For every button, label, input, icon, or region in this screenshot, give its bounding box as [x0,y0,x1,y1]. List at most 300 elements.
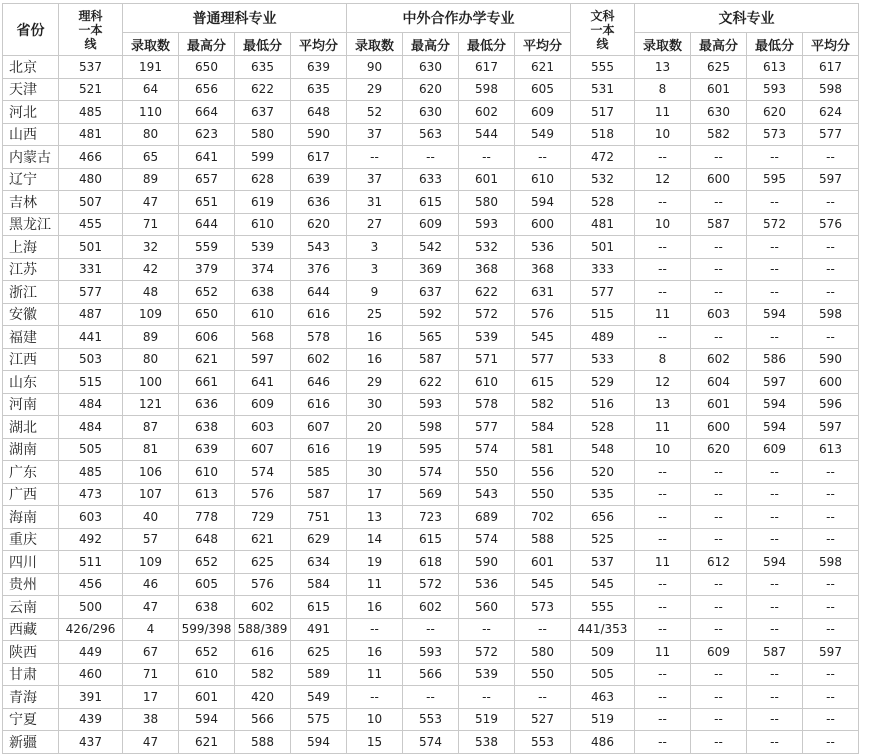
header-sub-avg: 平均分 [515,33,571,56]
value-cell: 472 [571,146,635,169]
admission-score-table [2,3,859,754]
value-cell: 549 [515,123,571,146]
header-sub-count: 录取数 [347,33,403,56]
value-cell: 595 [403,438,459,461]
value-cell: 37 [347,123,403,146]
value-cell: 52 [347,101,403,124]
value-cell: 651 [179,191,235,214]
value-cell: -- [691,506,747,529]
value-cell: 539 [459,663,515,686]
value-cell: -- [747,326,803,349]
value-cell: 539 [459,326,515,349]
value-cell: 597 [747,371,803,394]
value-cell: 609 [747,438,803,461]
value-cell: -- [747,146,803,169]
table-body [3,56,859,754]
value-cell: 622 [459,281,515,304]
value-cell: 644 [179,213,235,236]
value-cell: 575 [291,708,347,731]
table-row [3,573,859,596]
value-cell: 48 [123,281,179,304]
value-cell: 529 [571,371,635,394]
table-row [3,236,859,259]
value-cell: -- [747,506,803,529]
value-cell: 657 [179,168,235,191]
value-cell: -- [747,236,803,259]
value-cell: 519 [571,708,635,731]
value-cell: 580 [235,123,291,146]
value-cell: 622 [403,371,459,394]
value-cell: 11 [635,551,691,574]
value-cell: 537 [59,56,123,79]
value-cell: 29 [347,78,403,101]
value-cell: 106 [123,461,179,484]
value-cell: 578 [291,326,347,349]
value-cell: 601 [691,78,747,101]
value-cell: 638 [179,416,235,439]
value-cell: 17 [347,483,403,506]
value-cell: 650 [179,303,235,326]
province-cell: 河北 [3,101,59,124]
table-row [3,641,859,664]
value-cell: 9 [347,281,403,304]
value-cell: 441/353 [571,618,635,641]
value-cell: -- [747,618,803,641]
value-cell: -- [803,596,859,619]
value-cell: 11 [635,101,691,124]
value-cell: 578 [459,393,515,416]
value-cell: -- [691,573,747,596]
value-cell: -- [691,686,747,709]
value-cell: 485 [59,461,123,484]
value-cell: 616 [235,641,291,664]
value-cell: 610 [235,303,291,326]
value-cell: -- [747,461,803,484]
value-cell: 574 [403,731,459,754]
value-cell: -- [635,461,691,484]
value-cell: 610 [459,371,515,394]
value-cell: 420 [235,686,291,709]
value-cell: -- [803,573,859,596]
value-cell: 191 [123,56,179,79]
value-cell: 57 [123,528,179,551]
value-cell: 486 [571,731,635,754]
value-cell: 574 [403,461,459,484]
value-cell: 16 [347,348,403,371]
table-row [3,596,859,619]
value-cell: 613 [803,438,859,461]
value-cell: 600 [691,168,747,191]
value-cell: -- [691,258,747,281]
value-cell: -- [803,686,859,709]
value-cell: 572 [747,213,803,236]
value-cell: 12 [635,371,691,394]
header-sub-avg: 平均分 [291,33,347,56]
value-cell: 639 [291,56,347,79]
value-cell: 610 [235,213,291,236]
value-cell: 621 [515,56,571,79]
value-cell: 592 [403,303,459,326]
table-row [3,371,859,394]
province-cell: 广东 [3,461,59,484]
value-cell: 648 [291,101,347,124]
value-cell: 8 [635,348,691,371]
value-cell: 531 [571,78,635,101]
table-row [3,101,859,124]
province-cell: 山西 [3,123,59,146]
value-cell: 481 [59,123,123,146]
value-cell: 67 [123,641,179,664]
value-cell: 553 [515,731,571,754]
value-cell: 637 [403,281,459,304]
table-row [3,78,859,101]
value-cell: 638 [235,281,291,304]
table-row [3,708,859,731]
value-cell: 644 [291,281,347,304]
value-cell: 501 [571,236,635,259]
value-cell: -- [803,236,859,259]
value-cell: 620 [403,78,459,101]
value-cell: 473 [59,483,123,506]
table-row [3,731,859,754]
value-cell: 630 [691,101,747,124]
header-group-coop: 中外合作办学专业 [347,4,571,33]
value-cell: -- [803,618,859,641]
value-cell: 597 [803,416,859,439]
value-cell: 633 [403,168,459,191]
value-cell: 16 [347,326,403,349]
value-cell: 3 [347,258,403,281]
province-cell: 甘肃 [3,663,59,686]
province-cell: 北京 [3,56,59,79]
value-cell: 333 [571,258,635,281]
value-cell: 574 [459,528,515,551]
value-cell: 587 [691,213,747,236]
table-row [3,483,859,506]
value-cell: 652 [179,641,235,664]
value-cell: 689 [459,506,515,529]
value-cell: -- [635,326,691,349]
value-cell: 639 [179,438,235,461]
value-cell: -- [635,506,691,529]
value-cell: 604 [691,371,747,394]
value-cell: 573 [747,123,803,146]
value-cell: 30 [347,393,403,416]
value-cell: -- [635,258,691,281]
value-cell: 509 [571,641,635,664]
value-cell: -- [691,663,747,686]
value-cell: -- [747,258,803,281]
value-cell: 594 [747,393,803,416]
value-cell: 10 [635,438,691,461]
value-cell: -- [747,708,803,731]
value-cell: 629 [291,528,347,551]
value-cell: 621 [179,348,235,371]
value-cell: 584 [291,573,347,596]
value-cell: 566 [403,663,459,686]
province-cell: 内蒙古 [3,146,59,169]
province-cell: 青海 [3,686,59,709]
header-arts-line-text: 文科一本线 [590,8,615,51]
value-cell: -- [803,146,859,169]
value-cell: -- [691,236,747,259]
value-cell: 572 [403,573,459,596]
value-cell: 638 [179,596,235,619]
value-cell: 599 [235,146,291,169]
value-cell: 456 [59,573,123,596]
value-cell: 19 [347,438,403,461]
header-sci-line-text: 理科一本线 [78,8,103,51]
value-cell: 588 [235,731,291,754]
province-cell: 江苏 [3,258,59,281]
province-cell: 山东 [3,371,59,394]
value-cell: 47 [123,731,179,754]
value-cell: 485 [59,101,123,124]
value-cell: 588 [515,528,571,551]
value-cell: 555 [571,596,635,619]
value-cell: 620 [291,213,347,236]
value-cell: 379 [179,258,235,281]
value-cell: 521 [59,78,123,101]
value-cell: -- [347,618,403,641]
value-cell: 437 [59,731,123,754]
value-cell: 491 [291,618,347,641]
value-cell: 621 [235,528,291,551]
value-cell: 16 [347,596,403,619]
value-cell: -- [691,146,747,169]
value-cell: 532 [459,236,515,259]
value-cell: 528 [571,191,635,214]
value-cell: -- [515,618,571,641]
value-cell: 602 [403,596,459,619]
value-cell: 568 [235,326,291,349]
table-row [3,258,859,281]
value-cell: 539 [235,236,291,259]
value-cell: 625 [291,641,347,664]
value-cell: -- [459,618,515,641]
province-cell: 浙江 [3,281,59,304]
value-cell: 501 [59,236,123,259]
value-cell: 607 [235,438,291,461]
header-row-groups [3,4,859,33]
value-cell: 65 [123,146,179,169]
value-cell: 723 [403,506,459,529]
value-cell: 81 [123,438,179,461]
value-cell: 543 [291,236,347,259]
value-cell: 618 [403,551,459,574]
header-sci-line [59,4,123,56]
value-cell: 507 [59,191,123,214]
value-cell: 11 [635,303,691,326]
value-cell: 500 [59,596,123,619]
value-cell: 487 [59,303,123,326]
value-cell: -- [803,708,859,731]
value-cell: -- [403,686,459,709]
value-cell: 10 [347,708,403,731]
value-cell: 563 [403,123,459,146]
value-cell: 511 [59,551,123,574]
value-cell: 594 [747,551,803,574]
value-cell: 13 [347,506,403,529]
value-cell: 572 [459,303,515,326]
value-cell: 616 [291,393,347,416]
value-cell: 641 [235,371,291,394]
value-cell: 368 [459,258,515,281]
value-cell: 617 [803,56,859,79]
value-cell: 620 [691,438,747,461]
table-row [3,416,859,439]
value-cell: 8 [635,78,691,101]
value-cell: 630 [403,101,459,124]
value-cell: -- [747,191,803,214]
value-cell: -- [403,146,459,169]
province-cell: 重庆 [3,528,59,551]
value-cell: 616 [291,303,347,326]
value-cell: 595 [747,168,803,191]
value-cell: 505 [59,438,123,461]
header-sub-max: 最高分 [403,33,459,56]
value-cell: 631 [515,281,571,304]
value-cell: 555 [571,56,635,79]
value-cell: 593 [403,641,459,664]
value-cell: -- [635,618,691,641]
value-cell: 545 [515,326,571,349]
table-row [3,663,859,686]
value-cell: 612 [691,551,747,574]
value-cell: 110 [123,101,179,124]
province-cell: 贵州 [3,573,59,596]
value-cell: 624 [803,101,859,124]
value-cell: 605 [515,78,571,101]
value-cell: 615 [291,596,347,619]
value-cell: 545 [515,573,571,596]
value-cell: 376 [291,258,347,281]
value-cell: 515 [59,371,123,394]
value-cell: 601 [691,393,747,416]
value-cell: -- [635,708,691,731]
value-cell: 550 [515,483,571,506]
value-cell: 580 [459,191,515,214]
value-cell: 605 [179,573,235,596]
province-cell: 宁夏 [3,708,59,731]
table-row [3,123,859,146]
value-cell: -- [803,326,859,349]
value-cell: 593 [747,78,803,101]
value-cell: 576 [515,303,571,326]
table-row [3,618,859,641]
value-cell: 426/296 [59,618,123,641]
value-cell: 25 [347,303,403,326]
value-cell: 64 [123,78,179,101]
value-cell: 620 [747,101,803,124]
value-cell: 615 [403,528,459,551]
value-cell: 598 [803,551,859,574]
table-row [3,281,859,304]
value-cell: 46 [123,573,179,596]
province-cell: 云南 [3,596,59,619]
value-cell: 613 [179,483,235,506]
value-cell: 610 [179,461,235,484]
value-cell: 656 [571,506,635,529]
value-cell: 71 [123,213,179,236]
value-cell: 4 [123,618,179,641]
value-cell: 545 [571,573,635,596]
value-cell: -- [803,528,859,551]
value-cell: 593 [459,213,515,236]
value-cell: 11 [347,573,403,596]
value-cell: 582 [691,123,747,146]
value-cell: 107 [123,483,179,506]
value-cell: 40 [123,506,179,529]
value-cell: 15 [347,731,403,754]
value-cell: 581 [515,438,571,461]
value-cell: 11 [635,641,691,664]
value-cell: 648 [179,528,235,551]
value-cell: 622 [235,78,291,101]
value-cell: 121 [123,393,179,416]
value-cell: 90 [347,56,403,79]
value-cell: -- [747,281,803,304]
value-cell: 574 [235,461,291,484]
value-cell: -- [803,506,859,529]
value-cell: 576 [235,573,291,596]
value-cell: 484 [59,416,123,439]
value-cell: 600 [515,213,571,236]
table-row [3,461,859,484]
value-cell: 664 [179,101,235,124]
value-cell: 13 [635,393,691,416]
table-row [3,551,859,574]
value-cell: 607 [291,416,347,439]
value-cell: 536 [515,236,571,259]
value-cell: 538 [459,731,515,754]
value-cell: 577 [515,348,571,371]
value-cell: 14 [347,528,403,551]
value-cell: 518 [571,123,635,146]
value-cell: 460 [59,663,123,686]
value-cell: 594 [515,191,571,214]
province-cell: 新疆 [3,731,59,754]
header-sub-count: 录取数 [123,33,179,56]
value-cell: 609 [403,213,459,236]
value-cell: 652 [179,281,235,304]
value-cell: 553 [403,708,459,731]
table-row [3,393,859,416]
value-cell: 599/398 [179,618,235,641]
value-cell: 596 [803,393,859,416]
value-cell: -- [803,281,859,304]
province-cell: 黑龙江 [3,213,59,236]
value-cell: 536 [459,573,515,596]
value-cell: 634 [291,551,347,574]
value-cell: 100 [123,371,179,394]
value-cell: 80 [123,348,179,371]
value-cell: 550 [459,461,515,484]
value-cell: 601 [515,551,571,574]
value-cell: -- [635,236,691,259]
value-cell: 594 [179,708,235,731]
value-cell: 580 [515,641,571,664]
table-row [3,168,859,191]
header-sub-min: 最低分 [235,33,291,56]
value-cell: -- [803,731,859,754]
province-cell: 安徽 [3,303,59,326]
value-cell: 455 [59,213,123,236]
value-cell: 702 [515,506,571,529]
value-cell: 544 [459,123,515,146]
header-sub-count: 录取数 [635,33,691,56]
value-cell: 572 [459,641,515,664]
